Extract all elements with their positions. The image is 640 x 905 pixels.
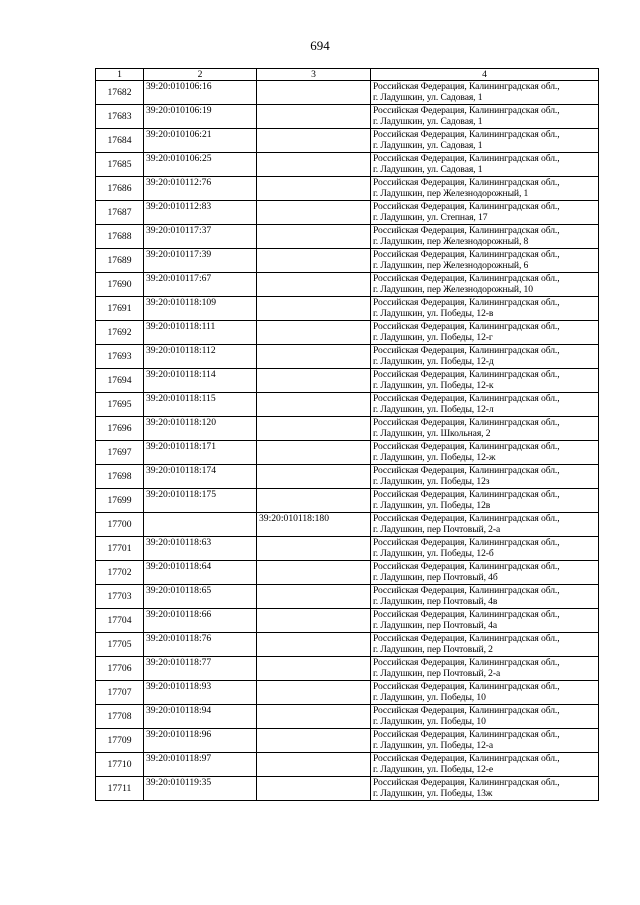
cadastral-number-alt [257, 81, 371, 105]
address-line-2: г. Ладушкин, пер Железнодорожный, 6 [373, 260, 529, 272]
cadastral-number-alt [257, 537, 371, 561]
cadastral-number-alt [257, 225, 371, 249]
address-cell [371, 369, 599, 393]
address-line-1: Российская Федерация, Калининградская обл., [373, 561, 560, 572]
cadastral-number-alt [257, 633, 371, 657]
cadastral-number-alt: 39:20:010118:180 [257, 513, 371, 537]
table-row [96, 393, 599, 417]
address-cell [371, 417, 599, 441]
column-header-4: 4 [371, 69, 599, 81]
address-line-2: г. Ладушкин, ул. Садовая, 1 [373, 140, 483, 152]
address-line-1: Российская Федерация, Калининградская обл., [373, 513, 560, 524]
address-line-1: Российская Федерация, Калининградская обл., [373, 105, 560, 116]
cadastral-number: 39:20:010119:35 [144, 777, 257, 801]
address-line-1: Российская Федерация, Калининградская обл., [373, 81, 560, 92]
address-cell [371, 753, 599, 777]
address-line-2: г. Ладушкин, ул. Садовая, 1 [373, 164, 483, 176]
cadastral-number-alt [257, 681, 371, 705]
row-number: 17684 [96, 129, 144, 153]
address-cell [371, 657, 599, 681]
address-line-1: Российская Федерация, Калининградская обл., [373, 705, 560, 716]
table-row [96, 297, 599, 321]
address-line-2: г. Ладушкин, ул. Победы, 10 [373, 716, 486, 728]
cadastral-number-alt [257, 609, 371, 633]
address-cell [371, 345, 599, 369]
address-line-2: г. Ладушкин, ул. Победы, 12-к [373, 380, 494, 392]
cadastral-number-alt [257, 489, 371, 513]
address-cell [371, 393, 599, 417]
table-row [96, 585, 599, 609]
address-cell [371, 513, 599, 537]
address-line-1: Российская Федерация, Калининградская обл., [373, 681, 560, 692]
row-number: 17708 [96, 705, 144, 729]
address-line-1: Российская Федерация, Калининградская обл., [373, 729, 560, 740]
row-number: 17709 [96, 729, 144, 753]
address-line-2: г. Ладушкин, ул. Победы, 12-б [373, 548, 494, 560]
address-line-2: г. Ладушкин, пер Почтовый, 4в [373, 596, 498, 608]
address-line-1: Российская Федерация, Калининградская обл., [373, 201, 560, 212]
cadastral-number: 39:20:010117:67 [144, 273, 257, 297]
address-line-2: г. Ладушкин, пер Почтовый, 4б [373, 572, 498, 584]
cadastral-number: 39:20:010112:76 [144, 177, 257, 201]
address-line-2: г. Ладушкин, ул. Садовая, 1 [373, 116, 483, 128]
address-line-1: Российская Федерация, Калининградская обл., [373, 489, 560, 500]
address-line-1: Российская Федерация, Калининградская обл., [373, 297, 560, 308]
cadastral-number-alt [257, 561, 371, 585]
address-cell [371, 705, 599, 729]
table-row [96, 729, 599, 753]
row-number: 17690 [96, 273, 144, 297]
table-row [96, 777, 599, 801]
cadastral-number-alt [257, 777, 371, 801]
cadastral-number: 39:20:010118:66 [144, 609, 257, 633]
table-row [96, 129, 599, 153]
address-line-1: Российская Федерация, Калининградская обл., [373, 537, 560, 548]
cadastral-number: 39:20:010106:19 [144, 105, 257, 129]
table-row [96, 489, 599, 513]
row-number: 17695 [96, 393, 144, 417]
cadastral-number: 39:20:010118:114 [144, 369, 257, 393]
row-number: 17699 [96, 489, 144, 513]
table-row [96, 561, 599, 585]
address-cell [371, 225, 599, 249]
address-line-2: г. Ладушкин, ул. Победы, 12-г [373, 332, 493, 344]
cadastral-number-alt [257, 249, 371, 273]
address-line-1: Российская Федерация, Калининградская обл., [373, 249, 560, 260]
table-row [96, 513, 599, 537]
cadastral-number: 39:20:010117:37 [144, 225, 257, 249]
cadastral-number-alt [257, 417, 371, 441]
table-row [96, 153, 599, 177]
address-line-2: г. Ладушкин, пер Почтовый, 2 [373, 644, 493, 656]
table-row [96, 81, 599, 105]
address-line-1: Российская Федерация, Калининградская обл., [373, 465, 560, 476]
column-header-3: 3 [257, 69, 371, 81]
address-line-2: г. Ладушкин, ул. Школьная, 2 [373, 428, 491, 440]
registry-table [95, 68, 599, 801]
address-cell [371, 537, 599, 561]
address-line-2: г. Ладушкин, ул. Победы, 12-л [373, 404, 494, 416]
address-cell [371, 585, 599, 609]
row-number: 17694 [96, 369, 144, 393]
cadastral-number: 39:20:010117:39 [144, 249, 257, 273]
cadastral-number: 39:20:010118:175 [144, 489, 257, 513]
address-cell [371, 681, 599, 705]
cadastral-number: 39:20:010118:63 [144, 537, 257, 561]
address-line-1: Российская Федерация, Калининградская обл., [373, 153, 560, 164]
table-row [96, 705, 599, 729]
address-line-1: Российская Федерация, Калининградская обл., [373, 129, 560, 140]
address-cell [371, 201, 599, 225]
table-row [96, 465, 599, 489]
address-line-2: г. Ладушкин, ул. Победы, 12в [373, 500, 491, 512]
table-row [96, 417, 599, 441]
cadastral-number: 39:20:010106:25 [144, 153, 257, 177]
address-line-1: Российская Федерация, Калининградская обл., [373, 177, 560, 188]
address-line-1: Российская Федерация, Калининградская обл., [373, 225, 560, 236]
address-line-2: г. Ладушкин, ул. Садовая, 1 [373, 92, 483, 104]
table-row [96, 273, 599, 297]
page-number: 694 [310, 38, 330, 53]
cadastral-number-alt [257, 393, 371, 417]
cadastral-number-alt [257, 465, 371, 489]
address-cell [371, 609, 599, 633]
address-line-1: Российская Федерация, Калининградская обл., [373, 417, 560, 428]
cadastral-number: 39:20:010106:21 [144, 129, 257, 153]
cadastral-number-alt [257, 201, 371, 225]
table-row [96, 537, 599, 561]
address-cell [371, 465, 599, 489]
cadastral-number: 39:20:010118:111 [144, 321, 257, 345]
table-row [96, 177, 599, 201]
cadastral-number: 39:20:010118:174 [144, 465, 257, 489]
cadastral-number: 39:20:010118:65 [144, 585, 257, 609]
cadastral-number-alt [257, 585, 371, 609]
column-header-1: 1 [96, 69, 144, 81]
row-number: 17682 [96, 81, 144, 105]
address-line-2: г. Ладушкин, ул. Победы, 12з [373, 476, 490, 488]
row-number: 17700 [96, 513, 144, 537]
table-row [96, 105, 599, 129]
table-row [96, 441, 599, 465]
cadastral-number: 39:20:010118:112 [144, 345, 257, 369]
cadastral-number: 39:20:010118:94 [144, 705, 257, 729]
column-header-2: 2 [144, 69, 257, 81]
row-number: 17691 [96, 297, 144, 321]
cadastral-number-alt [257, 345, 371, 369]
address-line-2: г. Ладушкин, пер Железнодорожный, 10 [373, 284, 533, 296]
address-cell [371, 441, 599, 465]
cadastral-number-alt [257, 153, 371, 177]
address-line-1: Российская Федерация, Калининградская обл., [373, 585, 560, 596]
address-cell [371, 129, 599, 153]
cadastral-number-alt [257, 729, 371, 753]
address-cell [371, 177, 599, 201]
row-number: 17686 [96, 177, 144, 201]
address-cell [371, 297, 599, 321]
row-number: 17706 [96, 657, 144, 681]
address-cell [371, 105, 599, 129]
row-number: 17704 [96, 609, 144, 633]
address-cell [371, 777, 599, 801]
cadastral-number: 39:20:010118:120 [144, 417, 257, 441]
address-line-2: г. Ладушкин, пер Почтовый, 2-а [373, 524, 501, 536]
row-number: 17693 [96, 345, 144, 369]
cadastral-number: 39:20:010118:171 [144, 441, 257, 465]
cadastral-number-alt [257, 105, 371, 129]
address-cell [371, 153, 599, 177]
address-line-1: Российская Федерация, Калининградская обл., [373, 393, 560, 404]
address-line-2: г. Ладушкин, пер Железнодорожный, 1 [373, 188, 529, 200]
cadastral-number: 39:20:010118:115 [144, 393, 257, 417]
cadastral-number: 39:20:010118:96 [144, 729, 257, 753]
cadastral-number: 39:20:010112:83 [144, 201, 257, 225]
address-line-2: г. Ладушкин, ул. Победы, 13ж [373, 788, 493, 800]
address-line-2: г. Ладушкин, ул. Победы, 12-е [373, 764, 494, 776]
address-line-2: г. Ладушкин, ул. Степная, 17 [373, 212, 488, 224]
address-line-2: г. Ладушкин, пер Почтовый, 2-а [373, 668, 501, 680]
address-line-1: Российская Федерация, Калининградская обл., [373, 345, 560, 356]
address-line-2: г. Ладушкин, ул. Победы, 12-ж [373, 452, 496, 464]
address-line-1: Российская Федерация, Калининградская обл., [373, 633, 560, 644]
address-cell [371, 81, 599, 105]
table-row [96, 225, 599, 249]
address-line-1: Российская Федерация, Калининградская обл., [373, 441, 560, 452]
cadastral-number-alt [257, 129, 371, 153]
address-line-1: Российская Федерация, Калининградская обл., [373, 321, 560, 332]
table-row [96, 609, 599, 633]
row-number: 17683 [96, 105, 144, 129]
cadastral-number-alt [257, 753, 371, 777]
address-line-2: г. Ладушкин, пер Почтовый, 4а [373, 620, 498, 632]
cadastral-number: 39:20:010118:97 [144, 753, 257, 777]
cadastral-number: 39:20:010118:64 [144, 561, 257, 585]
address-cell [371, 321, 599, 345]
row-number: 17711 [96, 777, 144, 801]
row-number: 17698 [96, 465, 144, 489]
address-line-2: г. Ладушкин, пер Железнодорожный, 8 [373, 236, 529, 248]
cadastral-number-alt [257, 657, 371, 681]
address-line-2: г. Ладушкин, ул. Победы, 12-в [373, 308, 494, 320]
address-cell [371, 489, 599, 513]
address-line-1: Российская Федерация, Калининградская обл., [373, 369, 560, 380]
cadastral-number-alt [257, 705, 371, 729]
cadastral-number: 39:20:010118:93 [144, 681, 257, 705]
address-cell [371, 249, 599, 273]
address-line-2: г. Ладушкин, ул. Победы, 10 [373, 692, 486, 704]
address-line-1: Российская Федерация, Калининградская обл., [373, 777, 560, 788]
row-number: 17701 [96, 537, 144, 561]
address-line-2: г. Ладушкин, ул. Победы, 12-д [373, 356, 494, 368]
cadastral-number [144, 513, 257, 537]
table-row [96, 369, 599, 393]
table-row [96, 633, 599, 657]
header-row [96, 69, 599, 81]
cadastral-number: 39:20:010118:77 [144, 657, 257, 681]
row-number: 17710 [96, 753, 144, 777]
table-row [96, 345, 599, 369]
row-number: 17687 [96, 201, 144, 225]
row-number: 17703 [96, 585, 144, 609]
row-number: 17692 [96, 321, 144, 345]
table-row [96, 753, 599, 777]
address-line-2: г. Ладушкин, ул. Победы, 12-а [373, 740, 494, 752]
row-number: 17689 [96, 249, 144, 273]
table-row [96, 249, 599, 273]
table-row [96, 657, 599, 681]
cadastral-number-alt [257, 369, 371, 393]
table-row [96, 681, 599, 705]
cadastral-number-alt [257, 273, 371, 297]
address-cell [371, 561, 599, 585]
row-number: 17696 [96, 417, 144, 441]
row-number: 17702 [96, 561, 144, 585]
table-row [96, 321, 599, 345]
cadastral-number-alt [257, 441, 371, 465]
cadastral-number: 39:20:010118:76 [144, 633, 257, 657]
address-cell [371, 729, 599, 753]
row-number: 17697 [96, 441, 144, 465]
address-line-1: Российская Федерация, Калининградская обл., [373, 753, 560, 764]
address-line-1: Российская Федерация, Калининградская обл., [373, 657, 560, 668]
cadastral-number: 39:20:010106:16 [144, 81, 257, 105]
table-row [96, 201, 599, 225]
cadastral-number-alt [257, 297, 371, 321]
row-number: 17685 [96, 153, 144, 177]
cadastral-number-alt [257, 321, 371, 345]
address-line-1: Российская Федерация, Калининградская обл., [373, 609, 560, 620]
cadastral-number-alt [257, 177, 371, 201]
row-number: 17707 [96, 681, 144, 705]
address-cell [371, 273, 599, 297]
row-number: 17688 [96, 225, 144, 249]
row-number: 17705 [96, 633, 144, 657]
address-cell [371, 633, 599, 657]
cadastral-number: 39:20:010118:109 [144, 297, 257, 321]
address-line-1: Российская Федерация, Калининградская обл., [373, 273, 560, 284]
